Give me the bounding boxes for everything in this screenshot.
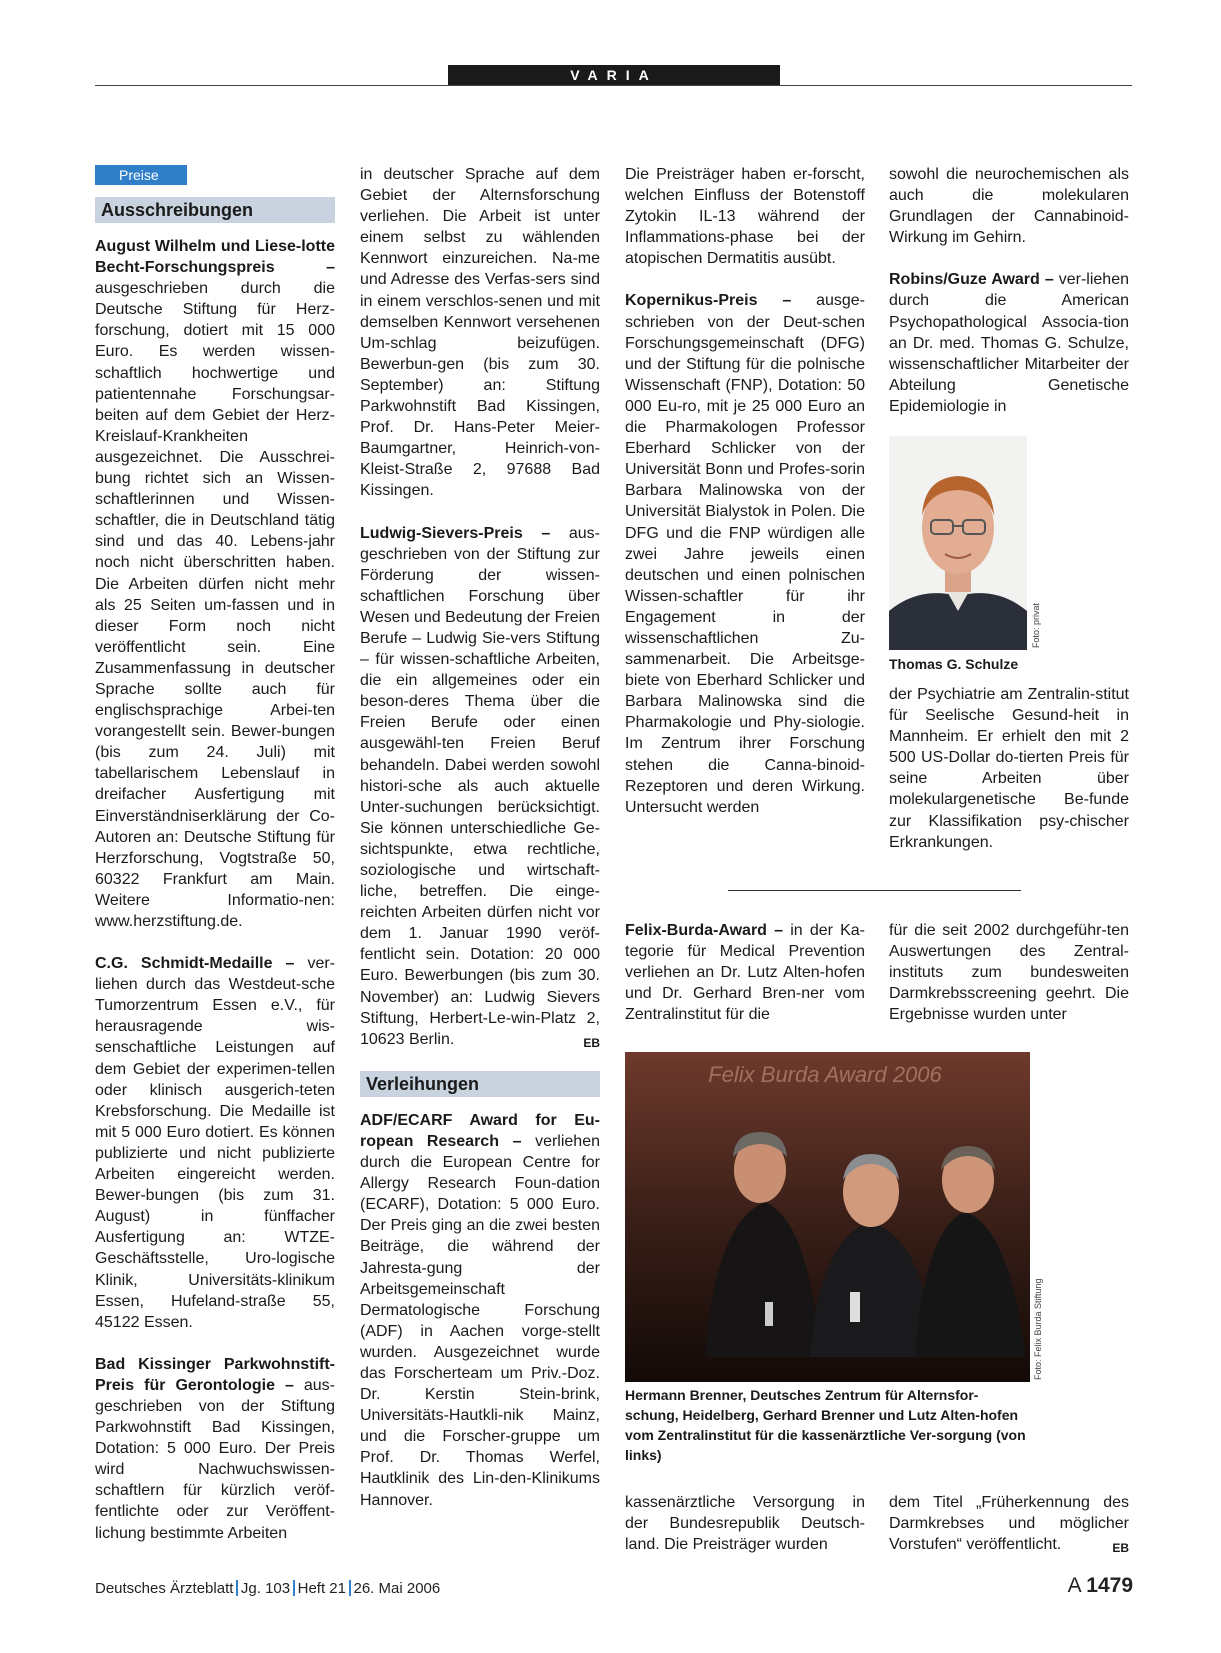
author-initials: EB [583,1035,600,1050]
article-adf-ecarf [360,1110,600,1511]
article-robins-guze [889,269,1129,417]
article-body: der Psychiatrie am Zentralin-stitut für Seelische Gesund-heit in Mannheim. Er erhielt den mit 2 500 US-Dollar do-tierten Preis für seine Arbeiten über molekulargenetische Be-funde zur Klassifikation psy-chischer Erkrankungen. [889,686,1129,851]
article-lead: C.G. Schmidt-Medaille – [95,955,295,973]
heading-ausschreibungen: Ausschreibungen [95,197,335,223]
article-divider [728,890,1021,891]
article-body: ausge-schrieben von der Deut-schen Forschungsgemeinschaft (DFG) und der Stiftung für die polnische Wissenschaft (FNP), Dotation: 50 000 Eu-ro, mit je 25 000 Euro an die Pharmakologen Professor Eberhard Schlicker von der Universität Bonn und Profes-sorin Barbara Malinowska von der Universität Bialystok in Polen. Die DFG und die FNP würdigen alle zwei Jahre jeweils einen deutschen und einen polnischen Wissen-schaftler für ihr Engagement in der wissenschaftlichen Zu-sammenarbeit. Die Arbeitsge-biete von Eberhard Schlicker und Barbara Malinowska sind die Pharmakologie und Phy-siologie. Im Zentrum ihrer Forschung stehen die Canna-binoid-Rezeptoren und deren Wirkung. Untersucht werden [625,292,865,816]
article-burda [625,920,865,1025]
page-footer [95,1580,440,1597]
page-prefix: A [1067,1574,1081,1597]
article-parkwohnstift [95,1354,335,1544]
award-photo [625,1052,1030,1382]
article-lead: August Wilhelm und Liese-lotte Becht-Forschungspreis – [95,238,335,277]
footer-separator [293,1580,295,1596]
article-becht [95,236,335,932]
article-schmidt [95,953,335,1333]
footer-separator [236,1580,238,1596]
article-body: aus-geschrieben von der Stiftung Parkwohnstift Bad Kissingen, Dotation: 5 000 Euro. Der Preis wird Nachwuchswissen-schaftlern für kürzlich veröf-fentlichte oder zur Veröffent-lichung bestimmte Arbeiten [95,1376,335,1542]
article-body: für die seit 2002 durchgeführ-ten Auswertungen des Zentral-instituts zum bundesweiten Darmkrebsscreening geehrt. Die Ergebnisse wurden unter [889,922,1129,1024]
column-3 [625,164,865,854]
burda-col-3 [625,920,865,1046]
article-lead: Bad Kissinger Parkwohnstift-Preis für Gerontologie – [95,1355,335,1394]
heading-verleihungen: Verleihungen [360,1071,600,1097]
article-burda-final [889,1492,1129,1555]
article-body: dem Titel „Früherkennung des Darmkrebses und möglicher Vorstufen“ veröffentlicht. [889,1494,1129,1554]
article-body: ver-liehen durch die American Psychopathological Associa-tion an Dr. med. Thomas G. Schulze, wissenschaftlicher Mitarbeiter der Abteilung Genetische Epidemiologie in [889,271,1130,415]
column-4 [889,164,1129,417]
article-robins-cont [889,684,1129,853]
page-number-value: 1479 [1086,1574,1133,1597]
article-body: sowohl die neurochemischen als auch die molekularen Grundlagen der Cannabinoid-Wirkung im Gehirn. [889,166,1129,247]
journal-volume: Jg. 103 [240,1580,291,1597]
section-header: VARIA [448,65,780,85]
article-kopernikus-cont [889,164,1129,248]
award-caption: Hermann Brenner, Deutsches Zentrum für Alternsfor-schung, Heidelberg, Gerhard Brenner und Lutz Alten-hofen vom Zentralinstitut für die kassenärztliche Ver-sorgung (von links) [625,1387,1026,1463]
article-body: in deutscher Sprache auf dem Gebiet der Alternsforschung verliehen. Die Arbeit ist unter einem selbst zu wählenden Kennwort einzureichen. Na-me und Adresse des Verfas-sers sind in einem verschlos-senen und mit demselben Kennwort versehenen Um-schlag beizufügen. Bewerbun-gen (bis zum 30. September) an: Stiftung Parkwohnstift Bad Kissingen, Prof. Dr. Hans-Peter Meier-Baumgartner, Heinrich-von-Kleist-Straße 2, 97688 Bad Kissingen. [360,166,600,500]
article-adf-cont [625,164,865,269]
article-body: ver-liehen durch das Westdeut-sche Tumorzentrum Essen e.V., für herausragende wis-senschaftliche Leistungen auf dem Gebiet der experimen-tellen oder klinisch ausgerich-teten Krebsforschung. Die Medaille ist mit 5 000 Euro dotiert. Es können publizierte und nicht publizierte Arbeiten eingereicht werden. Bewer-bungen (bis zum 31. August) in fünffacher Ausfertigung an: WTZE-Geschäftsstelle, Uro-logische Klinik, Universitäts-klinikum Essen, Hufeland-straße 55, 45122 Essen. [95,955,335,1331]
category-tag: Preise [95,165,187,185]
article-burda-cont [889,920,1129,1025]
article-body: Die Preisträger haben er-forscht, welchen Einfluss der Botenstoff Zytokin IL-13 während der Inflammations-phase bei der atopischen Dermatitis ausübt. [625,166,865,268]
award-photo-credit: Foto: Felix Burda Stiftung [1033,1278,1043,1380]
page-number [1068,1574,1133,1598]
article-lead: Felix-Burda-Award – [625,922,784,939]
article-lead: Ludwig-Sievers-Preis – [360,524,551,542]
article-lead: ADF/ECARF Award for Eu-ropean Research – [360,1111,600,1150]
article-body: ausgeschrieben durch die Deutsche Stiftung für Herz-forschung, dotiert mit 15 000 Euro. Es werden wissen-schaftlich hochwertige und patientennahe Forschungsar-beiten auf dem Gebiet der Herz-Kreislauf-Krankheiten ausgezeichnet. Die Ausschrei-bung richtet sich an Wissen-schaftlerinnen und Wissen-schaftler, die in Deutschland tätig sind und das 40. Lebens-jahr noch nicht überschritten haben. Die Arbeiten dürfen nicht mehr als 25 Seiten um-fassen und in dieser Form noch nicht veröffentlicht sein. Eine Zusammenfassung in deutscher Sprache sollte auch für englischsprachige Arbei-ten vorangestellt sein. Bewer-bungen (bis zum 24. Juli) mit tabellarischem Lebenslauf in dreifacher Ausfertigung mit Einverständniserklärung der Co-Autoren an: Deutsche Stiftung für Herzforschung, Vogtstraße 50, 60322 Frankfurt am Main. Weitere Informatio-nen: www.herzstiftung.de. [95,280,335,930]
burda-end-col-4 [889,1492,1129,1576]
portrait-caption: Thomas G. Schulze [889,656,1019,672]
column-2 [360,164,600,1532]
award-illustration [625,1052,1030,1382]
article-parkwohnstift-cont [360,164,600,502]
top-rule [95,85,1132,86]
journal-name: Deutsches Ärzteblatt [95,1580,234,1597]
journal-date: 26. Mai 2006 [353,1580,441,1597]
article-body: aus-geschrieben von der Stiftung zur Förderung der wissen-schaftlichen Forschung über Wesen und Bedeutung der Freien Berufe – Ludwig Sie-vers Stiftung – für wissen-schaftliche Arbeiten, die ein allgemeines oder ein beson-deres Thema über die Freien Berufe oder einen ausgewähl-ten Freien Beruf behandeln. Dabei werden sowohl histori-sche als auch aktuelle Unter-suchungen berücksichtigt. Sie können unterschiedliche Ge-sichtspunkte, etwa rechtliche, soziologische und wirtschaft-liche, betreffen. Die einge-reichten Arbeiten dürfen nicht vor dem 1. Januar 1990 veröf-fentlicht sein. Dotation: 20 000 Euro. Bewerbungen (bis zum 30. November) an: Ludwig Sievers Stiftung, Herbert-Le-win-Platz 2, 10623 Berlin. [360,524,600,1048]
burda-end-col-3 [625,1492,865,1576]
article-lead: Robins/Guze Award – [889,271,1054,289]
portrait-illustration [889,436,1027,650]
article-body: in der Ka-tegorie für Medical Prevention verliehen an Dr. Lutz Alten-hofen und Dr. Gerhard Bren-ner vom Zentralinstitut für die [625,922,866,1024]
footer-separator [349,1580,351,1596]
article-body: verliehen durch die European Centre for Allergy Research Foun-dation (ECARF), Dotation: 5 000 Euro. Der Preis ging an die zwei besten Beiträge, die während der Jahresta-gung der Arbeitsgemeinschaft Dermatologische Forschung (ADF) in Aachen vorge-stellt wurden. Ausgezeichnet wurde das Forscherteam um Priv.-Doz. Dr. Kerstin Stein-brink, Universitäts-Hautkli-nik Mainz, und die Forscher-gruppe um Prof. Dr. Thomas Werfel, Hautklinik des Lin-den-Klinikums Hannover. [360,1132,601,1509]
article-sievers [360,523,600,1050]
award-banner: Felix Burda Award 2006 [708,1062,942,1087]
article-lead: Kopernikus-Preis – [625,292,792,310]
column-4-continued [889,684,1129,874]
author-initials: EB [1112,1541,1129,1556]
portrait-photo [889,436,1027,650]
journal-issue: Heft 21 [297,1580,346,1597]
article-body: kassenärztliche Versorgung in der Bundesrepublik Deutsch-land. Die Preisträger wurden [625,1494,865,1554]
photo-credit: Foto: privat [1031,602,1041,648]
column-1 [95,164,335,1565]
article-burda-end [625,1492,865,1555]
article-kopernikus [625,290,865,817]
burda-col-4 [889,920,1129,1046]
